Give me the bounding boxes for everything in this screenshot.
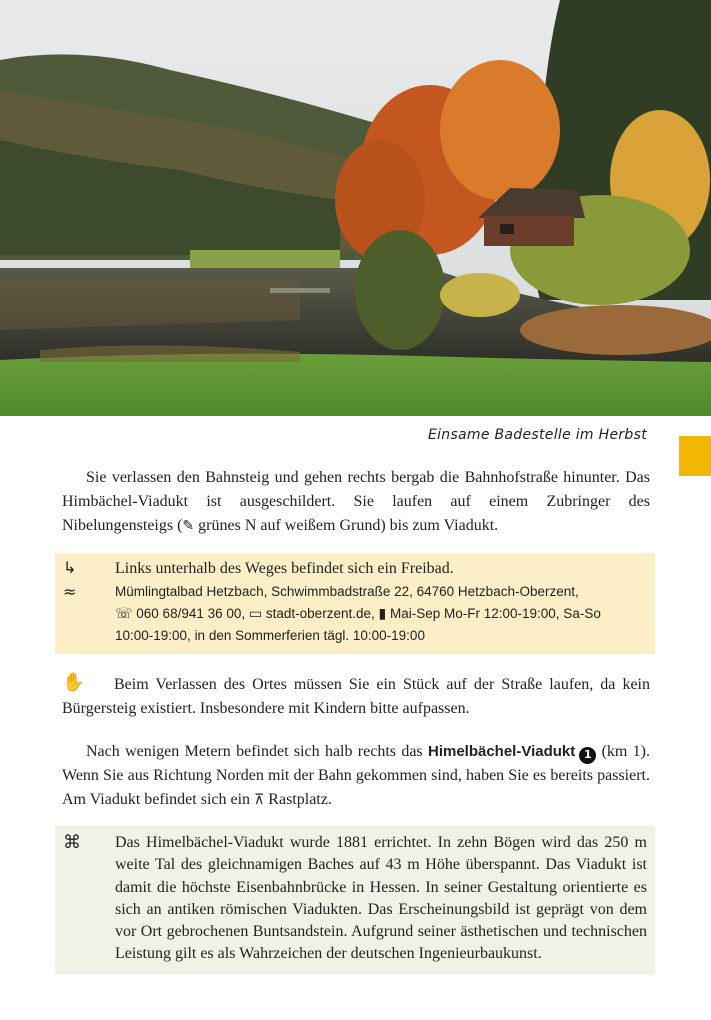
- info-phone: 060 68/941 36 00,: [136, 606, 246, 621]
- history-row: [63, 832, 647, 966]
- info-row-hours: [63, 625, 647, 647]
- history-box: [55, 826, 655, 974]
- phone-icon: ☏: [115, 606, 133, 622]
- chapter-tab-marker: [679, 436, 711, 476]
- swimming-icon: ≈: [63, 582, 77, 601]
- warning-text: Beim Verlassen des Ortes müssen Sie ein Stück auf der Straße laufen, da kein Bürgersteig existiert. Insbesondere mit Kindern bitte aufpassen.: [62, 676, 650, 717]
- info-hours-2: 10:00-19:00, in den Sommerferien tägl. 10:00-19:00: [115, 628, 425, 643]
- info-hours-1: Mai-Sep Mo-Fr 12:00-19:00, Sa-So: [389, 606, 601, 621]
- info-address: Mümlingtalbad Hetzbach, Schwimmbadstraße 22, 64760 Hetzbach-Oberzent,: [115, 584, 579, 599]
- warning-paragraph: [62, 673, 650, 721]
- viaduct-name: Himelbächel-Viadukt: [427, 743, 576, 760]
- viaduct-text-1: Nach wenigen Metern befindet sich halb rechts das: [86, 743, 428, 760]
- info-box-freibad: [55, 553, 655, 654]
- trail-sign-icon: ✎: [182, 518, 195, 534]
- picnic-table-icon: ⊼: [254, 792, 265, 808]
- intro-text-2: grünes N auf weißem Grund) bis zum Viadukt.: [194, 517, 499, 534]
- door-icon: ▮: [378, 606, 387, 622]
- landscape-photo: [0, 0, 711, 420]
- viaduct-text-2: (km 1). Wenn Sie aus Richtung Norden mit der Bahn gekommen sind, haben Sie es bereits passiert. Am Viadukt befindet sich ein: [62, 743, 651, 808]
- viaduct-paragraph: [62, 740, 650, 812]
- place-of-interest-icon: ⌘: [63, 831, 81, 853]
- hand-warning-icon: ✋: [62, 672, 85, 693]
- history-text: Das Himelbächel-Viadukt wurde 1881 errichtet. In zehn Bögen wird das 250 m weite Tal des gleichnamigen Baches auf 43 m Höhe überspannt. Das Viadukt ist damit die höchste Eisenbahnbrücke in Hessen. In seiner Gestaltung orientierte es sich an antiken römischen Viadukten. Das Erscheinungsbild ist geprägt von dem vor Ort gebrochenen Buntsandstein. Aufgrund seiner ästhetischen und technischen Leistung gilt es als Wahrzeichen der deutschen Ingenieurbaukunst.: [115, 834, 647, 963]
- photo-caption: Einsame Badestelle im Herbst: [427, 427, 647, 443]
- info-line-1: Links unterhalb des Weges befindet sich ein Freibad.: [115, 560, 454, 577]
- laptop-icon: ▭: [248, 606, 263, 622]
- viaduct-text-3: Rastplatz.: [264, 791, 332, 808]
- info-row-freibad: [63, 557, 647, 581]
- intro-paragraph: [62, 466, 650, 538]
- intro-text-1: Sie verlassen den Bahnsteig und gehen rechts bergab die Bahnhofstraße hinunter. Das Himbächel-Viadukt ist ausgeschildert. Sie laufen auf einem Zubringer des Nibelungensteigs (: [62, 469, 650, 534]
- info-row-contact: [63, 603, 647, 625]
- waypoint-number-badge: 1: [579, 747, 596, 764]
- info-row-address: [63, 581, 647, 603]
- direction-arrow-icon: ↳: [63, 558, 77, 577]
- info-web: stadt-oberzent.de,: [265, 606, 375, 621]
